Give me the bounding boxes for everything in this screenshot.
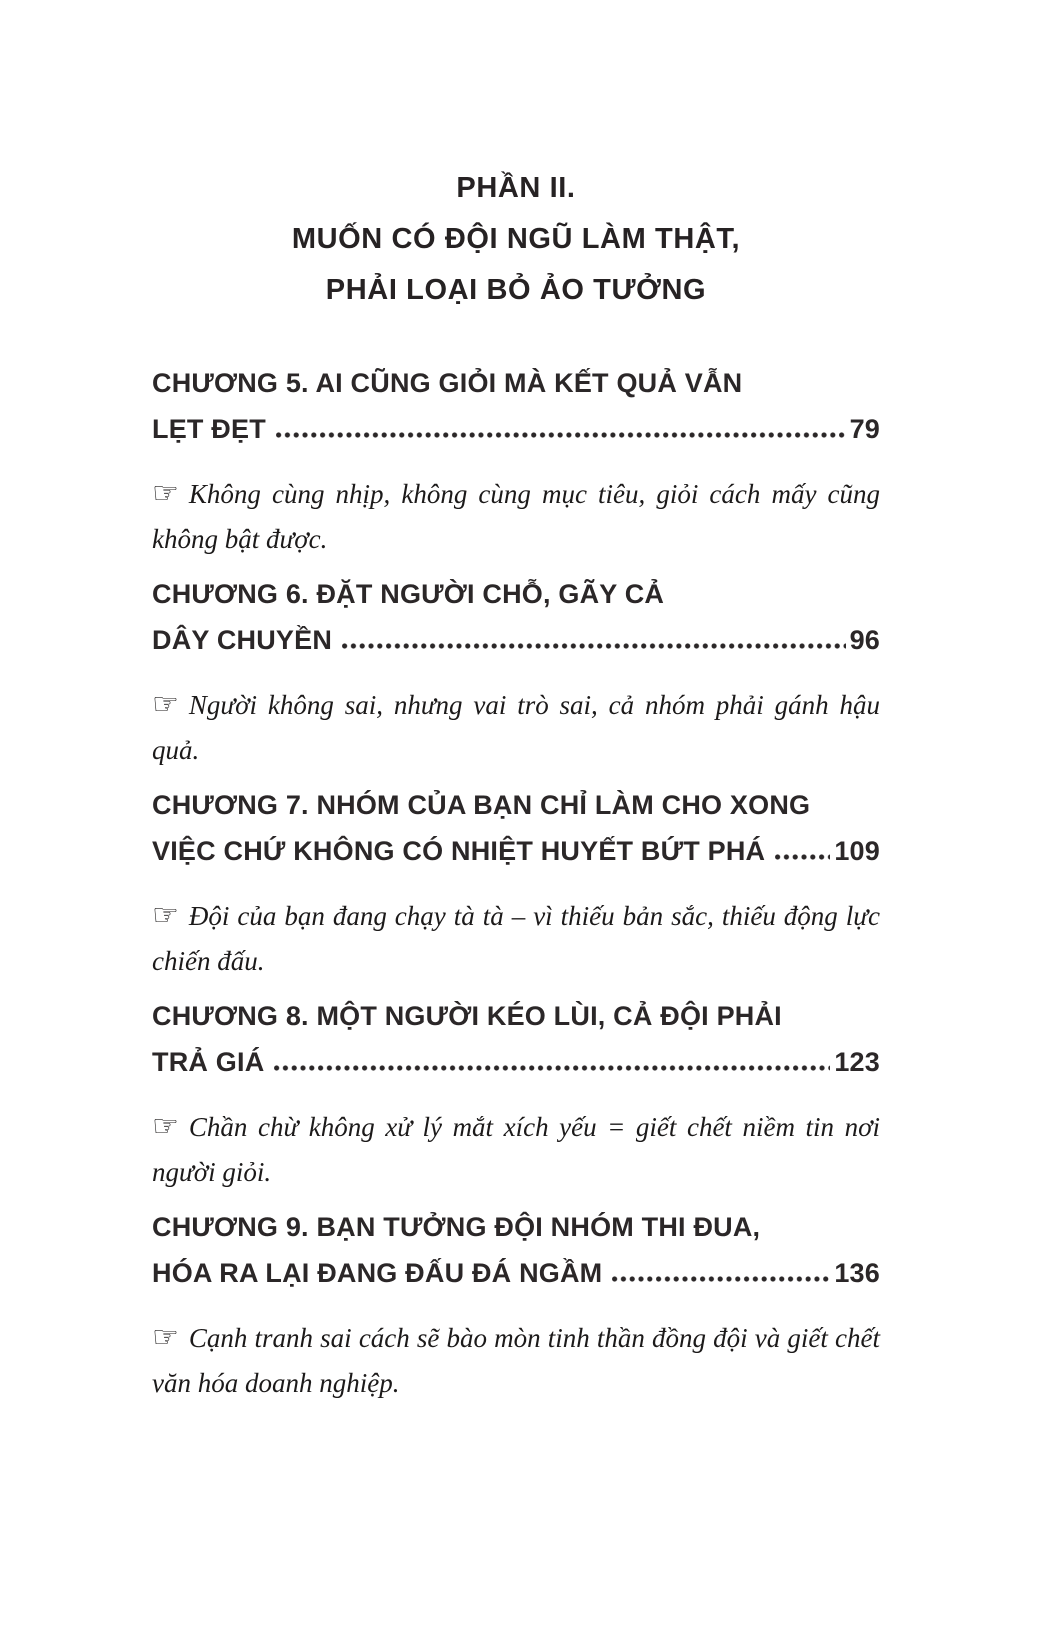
toc-entry-chapter-8 — [152, 993, 880, 1195]
part-title-line2: PHẢI LOẠI BỎ ẢO TƯỞNG — [325, 274, 707, 306]
chapter-note-text: Cạnh tranh sai cách sẽ bào mòn tinh thần đồng đội và giết chết văn hóa doanh nghiệp. — [152, 1323, 880, 1398]
chapter-note-text: Chần chừ không xử lý mắt xích yếu = giết chết niềm tin nơi người giỏi. — [152, 1112, 880, 1187]
chapter-title-line2-text: VIỆC CHỨ KHÔNG CÓ NHIỆT HUYẾT BỨT PHÁ — [152, 836, 766, 866]
part-title-line1: MUỐN CÓ ĐỘI NGŨ LÀM THẬT, — [291, 223, 741, 255]
chapter-title-line2-text: LẸT ĐẸT — [152, 414, 266, 444]
dot-leader — [276, 432, 846, 438]
dot-leader — [775, 854, 830, 860]
pointing-hand-icon: ☞ — [152, 1320, 179, 1355]
chapter-page-number: 79 — [849, 414, 880, 444]
chapter-page-number: 96 — [849, 625, 880, 655]
pointing-hand-icon: ☞ — [152, 898, 179, 933]
chapter-title-line1: CHƯƠNG 8. MỘT NGƯỜI KÉO LÙI, CẢ ĐỘI PHẢI — [152, 1001, 782, 1031]
chapter-note-text: Đội của bạn đang chạy tà tà – vì thiếu bản sắc, thiếu động lực chiến đấu. — [152, 901, 880, 976]
chapter-note — [152, 471, 880, 562]
chapter-title-line2 — [152, 617, 880, 663]
chapter-title-line2-text: TRẢ GIÁ — [152, 1047, 265, 1077]
dot-leader — [274, 1065, 830, 1071]
chapter-note — [152, 1104, 880, 1195]
chapter-note — [152, 682, 880, 773]
chapter-note — [152, 1315, 880, 1406]
chapter-title-line2 — [152, 1039, 880, 1085]
chapter-title-line2 — [152, 406, 880, 452]
chapter-page-number: 123 — [834, 1047, 880, 1077]
toc-entry-chapter-7 — [152, 782, 880, 984]
part-header — [152, 163, 880, 316]
pointing-hand-icon: ☞ — [152, 1109, 179, 1144]
chapter-note-text: Người không sai, nhưng vai trò sai, cả nhóm phải gánh hậu quả. — [152, 690, 880, 765]
chapter-page-number: 136 — [834, 1258, 880, 1288]
chapter-note-text: Không cùng nhịp, không cùng mục tiêu, giỏi cách mấy cũng không bật được. — [152, 479, 880, 554]
chapter-title-line1: CHƯƠNG 5. AI CŨNG GIỎI MÀ KẾT QUẢ VẪN — [152, 368, 743, 398]
toc-entry-chapter-9 — [152, 1204, 880, 1406]
chapter-title-line1: CHƯƠNG 9. BẠN TƯỞNG ĐỘI NHÓM THI ĐUA, — [152, 1212, 761, 1242]
pointing-hand-icon: ☞ — [152, 476, 179, 511]
toc-entry-chapter-5 — [152, 360, 880, 562]
dot-leader — [342, 643, 846, 649]
chapter-title-line1: CHƯƠNG 7. NHÓM CỦA BẠN CHỈ LÀM CHO XONG — [152, 790, 811, 820]
part-number: PHẦN II. — [456, 172, 576, 204]
chapter-note — [152, 893, 880, 984]
pointing-hand-icon: ☞ — [152, 687, 179, 722]
chapter-title-line2-text: DÂY CHUYỀN — [152, 625, 333, 655]
chapter-page-number: 109 — [834, 836, 880, 866]
chapter-title-line2 — [152, 1250, 880, 1296]
dot-leader — [612, 1276, 830, 1282]
chapter-title-line2 — [152, 828, 880, 874]
chapter-title-line2-text: HÓA RA LẠI ĐANG ĐẤU ĐÁ NGẦM — [152, 1258, 603, 1288]
toc-entry-chapter-6 — [152, 571, 880, 773]
chapter-title-line1: CHƯƠNG 6. ĐẶT NGƯỜI CHỖ, GÃY CẢ — [152, 579, 665, 609]
